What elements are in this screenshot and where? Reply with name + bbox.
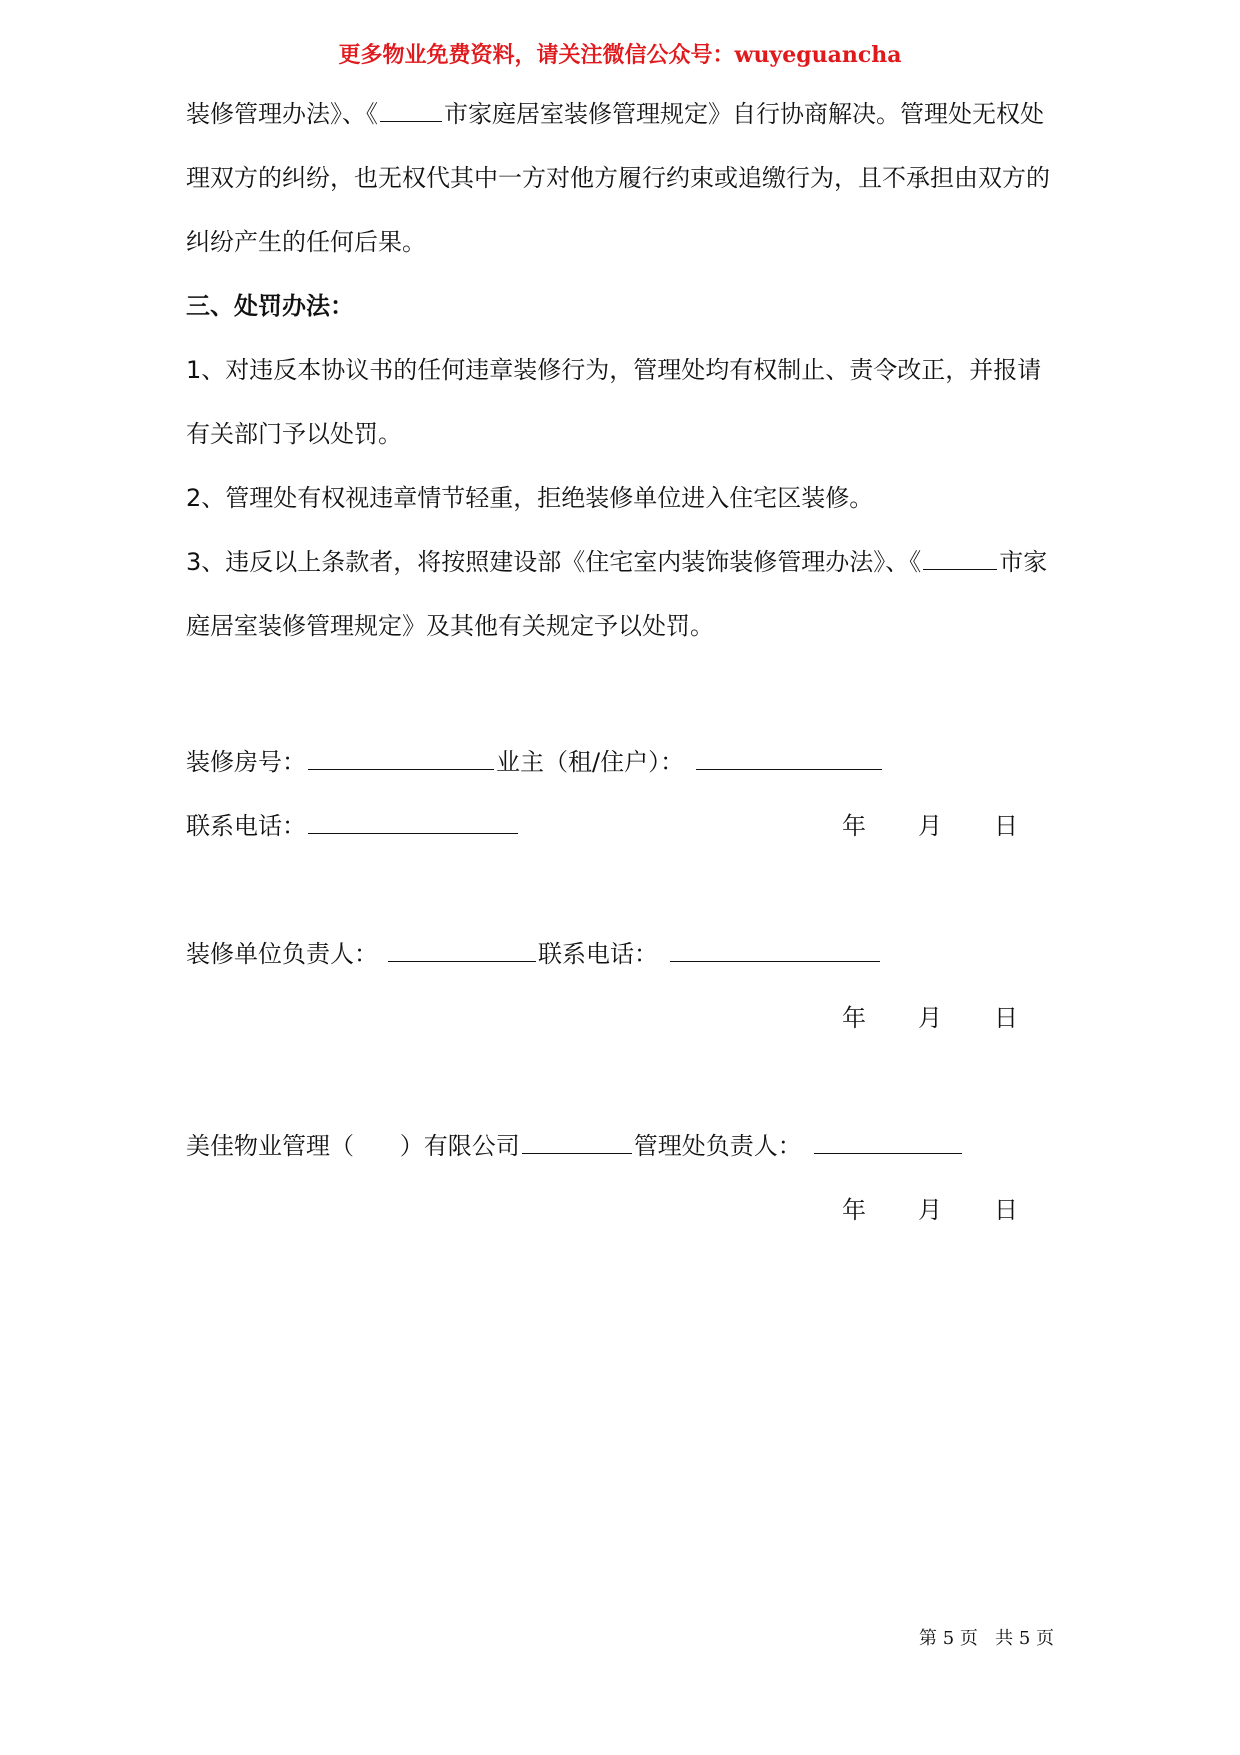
room-number-blank	[308, 749, 494, 770]
month-label: 月	[918, 1196, 942, 1224]
contractor-blank	[388, 941, 536, 962]
clause-1: 1、对违反本协议书的任何违章装修行为，管理处均有权制止、责令改正，并报请有关部门予以处罚。	[186, 356, 1042, 448]
date-line-2	[842, 998, 1018, 1038]
company-blank	[522, 1133, 632, 1154]
blank-city-line-2	[923, 549, 997, 570]
company-line	[186, 1126, 964, 1166]
year-label: 年	[842, 812, 866, 840]
paragraph-continuation	[186, 82, 1056, 274]
owner-label: 业主（租/住户）：	[496, 748, 685, 776]
contractor-line	[186, 934, 882, 974]
owner-blank	[696, 749, 882, 770]
contractor-phone-label: 联系电话：	[538, 940, 658, 968]
section-heading: 三、处罚办法：	[186, 292, 354, 320]
year-label: 年	[842, 1196, 866, 1224]
clause-2: 2、管理处有权视违章情节轻重，拒绝装修单位进入住宅区装修。	[186, 484, 874, 512]
contractor-phone-blank	[670, 941, 880, 962]
blank-city-line	[380, 101, 442, 122]
owner-phone-line	[186, 806, 520, 846]
day-label: 日	[994, 1004, 1018, 1032]
owner-phone-label: 联系电话：	[186, 812, 306, 840]
day-label: 日	[994, 812, 1018, 840]
clause-3-part2: 市家庭居室装修管理规定》及其他有关规定予以处罚。	[186, 548, 1048, 640]
date-line-1	[842, 806, 1018, 846]
clause-3-part1: 3、违反以上条款者，将按照建设部《住宅室内装饰装修管理办法》、《	[186, 548, 922, 576]
page-footer: 第 5 页 共 5 页	[919, 1628, 1054, 1649]
clause-3	[186, 530, 1056, 658]
manager-blank	[814, 1133, 962, 1154]
month-label: 月	[918, 1004, 942, 1032]
contractor-label: 装修单位负责人：	[186, 940, 378, 968]
room-number-label: 装修房号：	[186, 748, 306, 776]
company-label: 美佳物业管理（ ）有限公司	[186, 1132, 520, 1160]
owner-phone-blank	[308, 813, 518, 834]
paragraph-text-part2: 市家庭居室装修管理规定》自行协商解决。管理处无权处理双方的纠纷，也无权代其中一方对他方履行约束或追缴行为，且不承担由双方的纠纷产生的任何后果。	[186, 100, 1050, 256]
date-line-3	[842, 1190, 1018, 1230]
header-banner: 更多物业免费资料，请关注微信公众号：wuyeguancha	[338, 42, 902, 68]
room-owner-line	[186, 742, 884, 782]
year-label: 年	[842, 1004, 866, 1032]
paragraph-text-part1: 装修管理办法》、《	[186, 100, 378, 128]
manager-label: 管理处负责人：	[633, 1132, 802, 1160]
month-label: 月	[918, 812, 942, 840]
day-label: 日	[994, 1196, 1018, 1224]
